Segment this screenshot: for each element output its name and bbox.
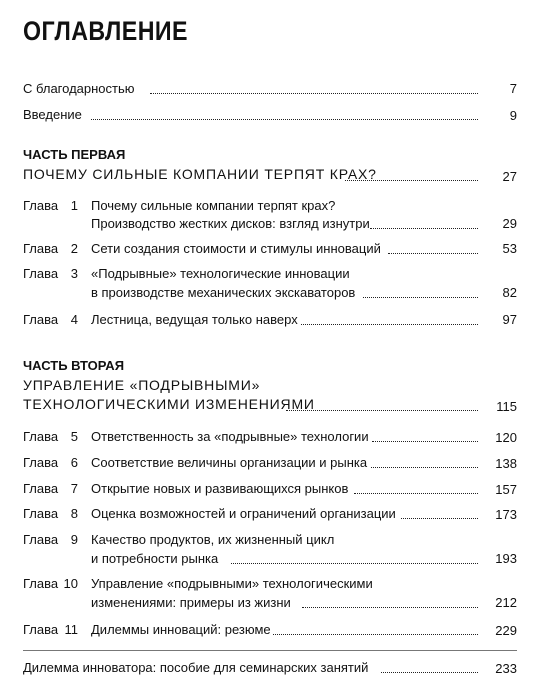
dot-leader bbox=[363, 297, 478, 298]
dot-leader bbox=[273, 634, 478, 635]
chapter-number: 1 bbox=[70, 198, 78, 213]
chapter-number: 7 bbox=[70, 481, 78, 496]
page-number: 120 bbox=[495, 430, 517, 445]
page-number: 9 bbox=[509, 108, 517, 123]
page-number: 29 bbox=[502, 216, 517, 231]
chapter-title[interactable]: Качество продуктов, их жизненный цикл bbox=[91, 532, 335, 547]
dot-leader bbox=[91, 119, 478, 120]
chapter-label: Глава bbox=[23, 506, 59, 521]
page-number: 193 bbox=[495, 551, 517, 566]
chapter-number: 10 bbox=[63, 576, 78, 591]
dot-leader bbox=[401, 518, 478, 519]
divider bbox=[23, 650, 517, 651]
chapter-title-line2[interactable]: Производство жестких дисков: взгляд изнутри bbox=[91, 216, 370, 231]
part-two-title-line2[interactable]: ТЕХНОЛОГИЧЕСКИМИ ИЗМЕНЕНИЯМИ bbox=[23, 396, 315, 412]
part-two-title-line1[interactable]: УПРАВЛЕНИЕ «ПОДРЫВНЫМИ» bbox=[23, 377, 261, 393]
page-number: 212 bbox=[495, 595, 517, 610]
page-number: 229 bbox=[495, 623, 517, 638]
page-number: 53 bbox=[502, 241, 517, 256]
toc-entry-introduction[interactable]: Введение bbox=[23, 107, 82, 122]
dot-leader bbox=[302, 607, 478, 608]
chapter-title[interactable]: Дилеммы инноваций: резюме bbox=[91, 622, 271, 637]
page-number: 27 bbox=[502, 169, 517, 184]
dot-leader bbox=[231, 563, 478, 564]
chapter-title[interactable]: Управление «подрывными» технологическими bbox=[91, 576, 373, 591]
dot-leader bbox=[388, 253, 478, 254]
chapter-title[interactable]: Соответствие величины организации и рынка bbox=[91, 455, 368, 470]
page-number: 138 bbox=[495, 456, 517, 471]
part-one-title[interactable]: ПОЧЕМУ СИЛЬНЫЕ КОМПАНИИ ТЕРПЯТ КРАХ? bbox=[23, 166, 377, 182]
chapter-number: 6 bbox=[70, 455, 78, 470]
chapter-label: Глава bbox=[23, 481, 59, 496]
dot-leader bbox=[371, 467, 478, 468]
toc-entry-seminar-guide[interactable]: Дилемма инноватора: пособие для семинарских занятий bbox=[23, 660, 369, 675]
dot-leader bbox=[345, 180, 478, 181]
chapter-label: Глава bbox=[23, 455, 59, 470]
chapter-label: Глава bbox=[23, 576, 59, 591]
chapter-number: 11 bbox=[64, 622, 78, 637]
toc-entry-acknowledgements[interactable]: С благодарностью bbox=[23, 81, 135, 96]
chapter-label: Глава bbox=[23, 198, 59, 213]
page-number: 115 bbox=[496, 399, 517, 414]
chapter-title[interactable]: Сети создания стоимости и стимулы инноваций bbox=[91, 241, 381, 256]
chapter-title-line2[interactable]: изменениями: примеры из жизни bbox=[91, 595, 291, 610]
chapter-title-line2[interactable]: в производстве механических экскаваторов bbox=[91, 285, 356, 300]
chapter-label: Глава bbox=[23, 532, 59, 547]
chapter-label: Глава bbox=[23, 266, 59, 281]
chapter-label: Глава bbox=[23, 429, 59, 444]
dot-leader bbox=[381, 672, 478, 673]
chapter-title-line2[interactable]: и потребности рынка bbox=[91, 551, 219, 566]
chapter-label: Глава bbox=[23, 312, 59, 327]
chapter-title[interactable]: Лестница, ведущая только наверх bbox=[91, 312, 298, 327]
chapter-label: Глава bbox=[23, 622, 59, 637]
dot-leader bbox=[372, 441, 478, 442]
chapter-number: 8 bbox=[70, 506, 78, 521]
toc-title: ОГЛАВЛЕНИЕ bbox=[23, 16, 188, 46]
chapter-title[interactable]: Ответственность за «подрывные» технологии bbox=[91, 429, 369, 444]
chapter-label: Глава bbox=[23, 241, 59, 256]
chapter-title[interactable]: Открытие новых и развивающихся рынков bbox=[91, 481, 349, 496]
dot-leader bbox=[354, 493, 478, 494]
chapter-title[interactable]: Оценка возможностей и ограничений организации bbox=[91, 506, 396, 521]
dot-leader bbox=[370, 228, 478, 229]
page-number: 82 bbox=[502, 285, 517, 300]
chapter-number: 4 bbox=[70, 312, 78, 327]
chapter-title[interactable]: «Подрывные» технологические инновации bbox=[91, 266, 350, 281]
page-number: 157 bbox=[495, 482, 517, 497]
part-two-heading: ЧАСТЬ ВТОРАЯ bbox=[23, 358, 125, 373]
page-number: 173 bbox=[495, 507, 517, 522]
chapter-title[interactable]: Почему сильные компании терпят крах? bbox=[91, 198, 336, 213]
chapter-number: 9 bbox=[70, 532, 78, 547]
page-number: 233 bbox=[495, 661, 517, 676]
dot-leader bbox=[286, 410, 478, 411]
page-number: 7 bbox=[509, 81, 517, 96]
chapter-number: 2 bbox=[70, 241, 78, 256]
dot-leader bbox=[150, 93, 478, 94]
dot-leader bbox=[301, 324, 478, 325]
chapter-number: 3 bbox=[70, 266, 78, 281]
part-one-heading: ЧАСТЬ ПЕРВАЯ bbox=[23, 147, 126, 162]
page-number: 97 bbox=[502, 312, 517, 327]
chapter-number: 5 bbox=[70, 429, 78, 444]
